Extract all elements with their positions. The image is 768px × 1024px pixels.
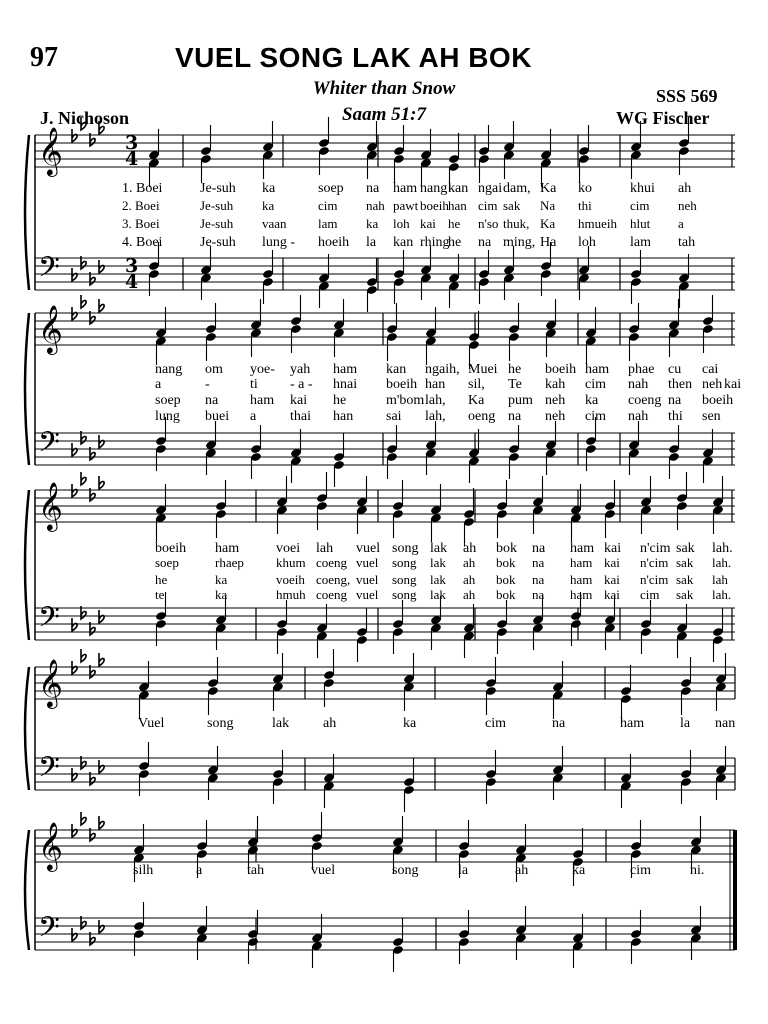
lyric-syllable: lak	[430, 555, 446, 570]
lyric-syllable: na	[508, 409, 522, 424]
lyric-syllable: sen	[702, 409, 721, 424]
lyric-syllable: coeng	[628, 393, 662, 408]
lyric-syllable: Ka	[540, 216, 556, 231]
lyric-syllable: lung	[155, 409, 180, 424]
lyric-syllable: cu	[668, 362, 682, 377]
hymn-title: VUEL SONG LAK AH BOK	[175, 42, 532, 73]
lyric-syllable: cim	[630, 198, 650, 213]
lyric-syllable: na	[532, 541, 546, 556]
lyric-syllable: ham	[570, 587, 593, 602]
lyric-syllable: a	[678, 216, 684, 231]
hymn-subtitle: Whiter than Snow	[312, 78, 456, 99]
lyric-syllable: rhaep	[215, 555, 244, 570]
lyric-syllable: sak	[676, 572, 694, 587]
lyric-syllable: coeng,	[316, 572, 351, 587]
lyric-syllable: lak	[430, 587, 446, 602]
bass-staff	[35, 258, 735, 290]
lyric-syllable: boeih	[386, 377, 418, 392]
lyric-syllable: te	[155, 587, 165, 602]
lyric-syllable: 1. Boei	[122, 181, 163, 196]
system-5	[25, 812, 735, 972]
time-signature: 3	[125, 132, 139, 154]
lyric-syllable: nang	[420, 181, 448, 196]
lyric-syllable: vuel	[356, 572, 379, 587]
lyric-syllable: m'bom	[386, 393, 425, 408]
lyric-syllable: han	[425, 377, 446, 392]
lyric-syllable: om	[205, 362, 223, 377]
lyric-syllable: Je-suh	[200, 181, 236, 196]
lyric-syllable: cim	[478, 198, 498, 213]
lyric-syllable: lah.	[712, 555, 732, 570]
lyric-syllable: - a -	[290, 377, 313, 392]
lyric-syllable: sak	[676, 541, 695, 556]
lyric-syllable: he	[448, 235, 462, 250]
lyric-syllable: cim	[485, 716, 506, 731]
lyric-syllable: cim	[585, 377, 606, 392]
lyric-syllable: ah	[463, 541, 477, 556]
lyric-syllable: sil,	[468, 377, 485, 392]
lyric-syllable: na	[366, 181, 380, 196]
lyric-syllable: nan	[715, 716, 736, 731]
lyric-syllable: Te	[508, 377, 522, 392]
lyric-syllable: ka	[585, 393, 599, 408]
lyric-syllable: thuk,	[503, 216, 530, 231]
lyric-syllable: a	[196, 863, 203, 878]
lyric-syllable: cai	[702, 362, 719, 377]
lyric-syllable: Na	[540, 198, 556, 213]
lyric-syllable: na	[552, 716, 566, 731]
lyric-syllable: then	[668, 377, 693, 392]
lyric-syllable: na	[668, 393, 682, 408]
lyric-syllable: vuel	[356, 541, 381, 556]
lyric-syllable: ah	[678, 181, 692, 196]
lyric-syllable: lak	[430, 572, 446, 587]
lyric-syllable: yah	[290, 362, 311, 377]
lyric-syllable: lah	[316, 541, 334, 556]
system-bracket	[25, 830, 29, 950]
lyric-syllable: coeng	[316, 555, 348, 570]
system-bracket	[25, 135, 29, 290]
lyric-syllable: bok	[496, 572, 516, 587]
lyric-syllable: vuel	[356, 587, 379, 602]
system-3	[25, 472, 733, 662]
lyric-syllable: han	[333, 409, 354, 424]
lyric-syllable: buei	[205, 409, 230, 424]
lyric-syllable: n'cim	[640, 572, 669, 587]
lyric-syllable: ham	[570, 541, 595, 556]
lyric-syllable: Ka	[540, 181, 557, 196]
lyric-syllable: kai	[724, 377, 742, 392]
lyric-syllable: ham	[620, 716, 645, 731]
lyric-syllable: lah.	[712, 541, 733, 556]
lyric-syllable: voeih	[276, 572, 305, 587]
lyric-syllable: 4. Boei	[122, 235, 163, 250]
lyric-syllable: n'cim	[640, 541, 671, 556]
lyric-syllable: song	[392, 863, 419, 878]
lyric-syllable: han	[448, 198, 467, 213]
lyric-syllable: ka	[262, 181, 276, 196]
lyric-syllable: nah	[628, 377, 649, 392]
lyric-syllable: ham	[215, 541, 240, 556]
lyric-syllable: voei	[276, 541, 301, 556]
lyric-syllable: ah	[463, 587, 476, 602]
flat-icon	[99, 653, 104, 666]
lyric-syllable: ka	[262, 198, 275, 213]
lyric-syllable: a	[250, 409, 257, 424]
treble-clef-icon: 𝄞	[38, 481, 63, 530]
lyric-syllable: coeng	[316, 587, 348, 602]
lyric-syllable: ham	[393, 181, 418, 196]
hymnal-reference: SSS 569	[656, 86, 718, 106]
lyric-syllable: thi	[578, 198, 592, 213]
lyric-syllable: bok	[496, 555, 516, 570]
lyric-syllable: ham	[250, 393, 275, 408]
lyric-syllable: kah	[545, 377, 566, 392]
lyric-syllable: hmuh	[276, 587, 306, 602]
lyric-syllable: kai	[604, 555, 620, 570]
flat-icon	[99, 816, 104, 829]
lyric-syllable: ka	[572, 863, 586, 878]
lyric-syllable: ah	[463, 572, 476, 587]
lyric-syllable: khum	[276, 555, 306, 570]
lyric-syllable: boeih	[420, 198, 449, 213]
lyric-syllable: nah	[366, 198, 385, 213]
lyric-syllable: lam	[318, 216, 338, 231]
hymn-number: 97	[30, 42, 58, 73]
flat-icon	[81, 649, 86, 662]
lyric-syllable: tah	[247, 863, 265, 878]
flat-icon	[81, 117, 86, 130]
system-bracket	[25, 667, 29, 790]
system-4	[25, 649, 735, 812]
lyric-syllable: sak	[676, 555, 694, 570]
lyric-syllable: nang	[155, 362, 183, 377]
lyric-syllable: kai	[604, 587, 620, 602]
lyric-syllable: bok	[496, 541, 517, 556]
flat-icon	[99, 476, 104, 489]
lyric-syllable: 2. Boei	[122, 198, 160, 213]
lyric-syllable: song	[207, 716, 234, 731]
time-signature: 3	[125, 255, 139, 277]
flat-icon	[99, 121, 104, 134]
lyric-syllable: soep	[318, 181, 344, 196]
bass-clef-icon: 𝄢	[38, 251, 60, 291]
lyric-syllable: vaan	[262, 216, 287, 231]
lyric-syllable: boeih	[155, 541, 187, 556]
system-bracket	[25, 313, 29, 465]
lyric-syllable: rhing	[420, 235, 450, 250]
lyric-syllable: vuel	[311, 863, 336, 878]
lyric-syllable: ah	[515, 863, 529, 878]
lyric-syllable: ka	[366, 216, 379, 231]
lyric-syllable: song	[392, 541, 419, 556]
lyric-syllable: a	[155, 377, 162, 392]
lyric-syllable: bok	[496, 587, 516, 602]
lyric-syllable: ham	[570, 555, 593, 570]
lyric-syllable: cim	[640, 587, 660, 602]
lyric-syllable: ko	[578, 181, 592, 196]
lyric-syllable: kai	[420, 216, 436, 231]
flat-icon	[81, 812, 86, 825]
lyric-syllable: ham	[570, 572, 593, 587]
lyric-syllable: lah.	[712, 587, 732, 602]
lyric-syllable: na	[532, 555, 545, 570]
lyric-syllable: hlut	[630, 216, 651, 231]
lyric-syllable: neh	[545, 393, 566, 408]
lyric-syllable: loh	[393, 216, 410, 231]
lyric-syllable: ka	[215, 587, 228, 602]
lyric-syllable: ming,	[503, 235, 536, 250]
lyric-syllable: ah	[463, 555, 476, 570]
lyric-syllable: lak	[430, 541, 448, 556]
lyric-syllable: ham	[333, 362, 358, 377]
lyric-syllable: na	[532, 572, 545, 587]
lyric-syllable: Vuel	[138, 716, 165, 731]
lyric-syllable: boeih	[702, 393, 734, 408]
lyric-syllable: Ka	[468, 393, 485, 408]
lyric-syllable: sak	[503, 198, 521, 213]
lyric-syllable: nah	[628, 409, 649, 424]
bass-clef-icon: 𝄢	[38, 911, 60, 951]
lyric-syllable: neh	[545, 409, 566, 424]
bass-clef-icon: 𝄢	[38, 426, 60, 466]
lyric-syllable: kan	[393, 235, 414, 250]
lyric-syllable: Je-suh	[200, 216, 234, 231]
lyric-syllable: na	[532, 587, 545, 602]
lyric-syllable: he	[333, 393, 347, 408]
bass-clef-icon: 𝄢	[38, 751, 60, 791]
lyric-syllable: -	[205, 377, 210, 392]
lyric-syllable: ngaih,	[425, 362, 460, 377]
lyric-syllable: Je-suh	[200, 198, 234, 213]
lyric-syllable: ka	[403, 716, 417, 731]
treble-clef-icon: 𝄞	[38, 126, 63, 175]
time-signature: 4	[125, 148, 139, 170]
lyric-syllable: hnai	[333, 377, 358, 392]
lyric-syllable: thi	[668, 409, 683, 424]
composer-credit: WG Fischer	[616, 108, 710, 128]
lyric-syllable: he	[448, 216, 461, 231]
lyric-syllable: neh	[678, 198, 697, 213]
lyric-syllable: sai	[386, 409, 402, 424]
lyric-syllable: soep	[155, 393, 181, 408]
bass-staff	[35, 608, 735, 640]
flat-icon	[81, 472, 86, 485]
lyric-syllable: thai	[290, 409, 311, 424]
lyric-syllable: n'so	[478, 216, 499, 231]
lyric-syllable: pum	[508, 393, 533, 408]
lyric-syllable: neh	[702, 377, 723, 392]
lyric-syllable: na	[478, 235, 492, 250]
lyric-syllable: ka	[215, 572, 228, 587]
lyric-syllable: na	[205, 393, 219, 408]
lyric-syllable: Ha	[540, 235, 557, 250]
lyric-syllable: boeih	[545, 362, 577, 377]
lyric-syllable: cim	[318, 198, 338, 213]
system-1	[25, 117, 732, 312]
flat-icon	[99, 299, 104, 312]
lyric-syllable: la	[458, 863, 469, 878]
lyric-syllable: kan	[448, 181, 469, 196]
lyric-syllable: hoeih	[318, 235, 350, 250]
lyric-syllable: he	[508, 362, 522, 377]
lyric-syllable: song	[392, 555, 417, 570]
lyric-syllable: vuel	[356, 555, 379, 570]
lyric-syllable: n'cim	[640, 555, 669, 570]
lyric-syllable: 3. Boei	[122, 216, 160, 231]
lyric-syllable: lak	[272, 716, 290, 731]
lyric-syllable: la	[366, 235, 377, 250]
lyric-syllable: ham	[585, 362, 610, 377]
lyric-syllable: sak	[676, 587, 694, 602]
lyric-syllable: ah	[323, 716, 337, 731]
scripture-reference: Saam 51:7	[342, 104, 426, 125]
flat-icon	[81, 295, 86, 308]
treble-staff	[35, 490, 735, 522]
lyric-syllable: song	[392, 587, 417, 602]
treble-clef-icon: 𝄞	[38, 821, 63, 870]
lyric-syllable: kai	[604, 541, 622, 556]
system-2	[25, 295, 741, 487]
lyric-syllable: ni.	[690, 863, 705, 878]
treble-clef-icon: 𝄞	[38, 658, 63, 707]
lyric-syllable: dam,	[503, 181, 531, 196]
system-bracket	[25, 490, 29, 640]
lyric-syllable: kan	[386, 362, 407, 377]
lyric-syllable: lah,	[425, 409, 446, 424]
lyric-syllable: phae	[628, 362, 655, 377]
lyric-syllable: pawt	[393, 198, 419, 213]
lyricist-credit: J. Nichoson	[40, 108, 130, 128]
lyric-syllable: loh	[578, 235, 596, 250]
lyric-syllable: soep	[155, 555, 179, 570]
lyric-syllable: lah	[712, 572, 728, 587]
lyric-syllable: tah	[678, 235, 696, 250]
lyric-syllable: silh	[133, 863, 154, 878]
lyric-syllable: lam	[630, 235, 651, 250]
time-signature: 4	[125, 271, 139, 293]
treble-staff	[35, 135, 735, 167]
lyric-syllable: oeng	[468, 409, 496, 424]
treble-clef-icon: 𝄞	[38, 304, 63, 353]
lyric-syllable: kai	[290, 393, 308, 408]
bass-clef-icon: 𝄢	[38, 601, 60, 641]
lyric-syllable: la	[680, 716, 691, 731]
lyric-syllable: khui	[630, 181, 655, 196]
lyric-syllable: ti	[250, 377, 258, 392]
lyric-syllable: lah,	[425, 393, 446, 408]
lyric-syllable: lung -	[262, 235, 296, 250]
lyric-syllable: cim	[630, 863, 651, 878]
lyric-syllable: he	[155, 572, 168, 587]
lyric-syllable: Muei	[468, 362, 498, 377]
lyric-syllable: ngai	[478, 181, 503, 196]
lyric-syllable: cim	[585, 409, 606, 424]
lyric-syllable: yoe-	[250, 362, 275, 377]
lyric-syllable: Je-suh	[200, 235, 236, 250]
lyric-syllable: hmueih	[578, 216, 617, 231]
lyric-syllable: song	[392, 572, 417, 587]
lyric-syllable: kai	[604, 572, 620, 587]
